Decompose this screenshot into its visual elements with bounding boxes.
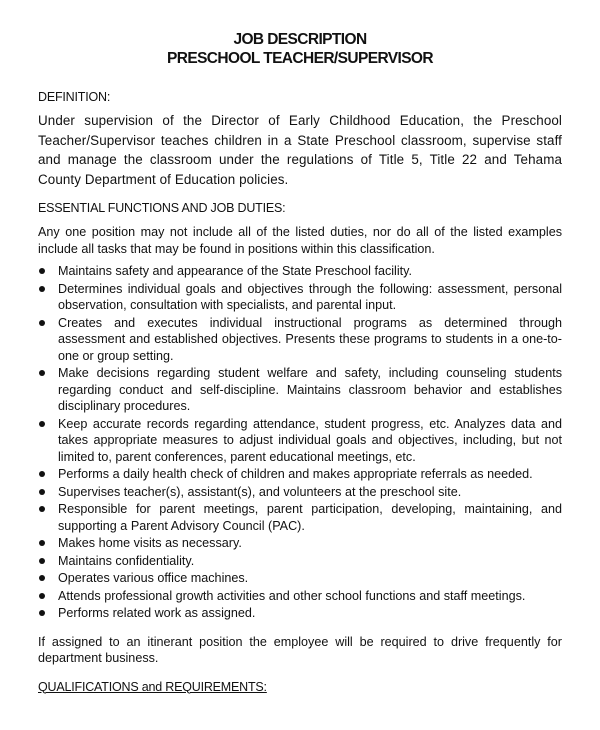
itinerant-note: If assigned to an itinerant position the employee will be required to drive frequently for department business. <box>38 634 562 665</box>
bullet-icon <box>39 471 45 477</box>
duty-text: Make decisions regarding student welfare and safety, including counseling students regarding conduct and self-discipline. Maintains classroom behavior and establishes disciplinary procedures. <box>58 366 562 413</box>
bullet-icon <box>39 593 45 599</box>
duties-list <box>38 263 562 622</box>
bullet-icon <box>39 558 45 564</box>
bullet-icon <box>39 575 45 581</box>
list-item <box>38 365 562 415</box>
bullet-icon <box>39 489 45 495</box>
duty-text: Performs related work as assigned. <box>58 606 256 620</box>
duty-text: Performs a daily health check of children and makes appropriate referrals as needed. <box>58 467 533 481</box>
essential-functions-heading: ESSENTIAL FUNCTIONS AND JOB DUTIES: <box>38 201 286 215</box>
duty-text: Responsible for parent meetings, parent participation, developing, maintaining, and supporting a Parent Advisory Council (PAC). <box>58 502 562 533</box>
duty-text: Maintains confidentiality. <box>58 553 195 568</box>
essential-functions-intro: Any one position may not include all of the listed duties, nor do all of the listed examples include all tasks that may be found in positions within this classification. <box>38 225 562 256</box>
bullet-icon <box>39 370 45 376</box>
duty-text: Creates and executes individual instructional programs as determined through assessment and established objectives. Presents these programs to students in a one-to-one or group setting. <box>58 315 562 363</box>
bullet-icon <box>39 286 45 292</box>
duty-text: Determines individual goals and objectives through the following: assessment, personal observation, consultation with specialists, and parental input. <box>58 281 562 312</box>
list-item <box>38 315 562 365</box>
title-line-1: JOB DESCRIPTION <box>233 31 367 48</box>
duty-text: Makes home visits as necessary. <box>58 536 242 550</box>
list-item <box>38 570 562 587</box>
list-item <box>38 553 562 570</box>
bullet-icon <box>39 610 45 616</box>
bullet-icon <box>39 540 45 546</box>
document-title <box>38 30 562 68</box>
title-line-2: PRESCHOOL TEACHER/SUPERVISOR <box>167 50 433 67</box>
job-description-document <box>38 30 562 695</box>
list-item <box>38 501 562 534</box>
list-item <box>38 281 562 314</box>
list-item <box>38 535 562 552</box>
definition-heading: DEFINITION: <box>38 90 111 104</box>
qualifications-heading: QUALIFICATIONS and REQUIREMENTS: <box>38 679 267 694</box>
duty-text: Attends professional growth activities and other school functions and staff meetings. <box>58 588 526 603</box>
bullet-icon <box>39 320 45 326</box>
bullet-icon <box>39 506 45 512</box>
list-item <box>38 484 562 501</box>
list-item <box>38 588 562 605</box>
duty-text: Maintains safety and appearance of the State Preschool facility. <box>58 264 412 278</box>
duty-text: Operates various office machines. <box>58 571 249 585</box>
list-item <box>38 466 562 483</box>
list-item <box>38 416 562 466</box>
bullet-icon <box>39 268 45 274</box>
duty-text: Supervises teacher(s), assistant(s), and volunteers at the preschool site. <box>58 484 462 499</box>
list-item <box>38 605 562 622</box>
bullet-icon <box>39 421 45 427</box>
definition-text: Under supervision of the Director of Early Childhood Education, the Preschool Teacher/Supervisor teaches children in a State Preschool classroom, supervise staff and manage the classroom under the regulations of Title 5, Title 22 and Tehama County Department of Education policies. <box>38 113 562 187</box>
list-item <box>38 263 562 280</box>
duty-text: Keep accurate records regarding attendance, student progress, etc. Analyzes data and takes appropriate measures to adjust individual goals and objectives, including, but not limited to, parent conferences, parent educational meetings, etc. <box>58 416 562 464</box>
